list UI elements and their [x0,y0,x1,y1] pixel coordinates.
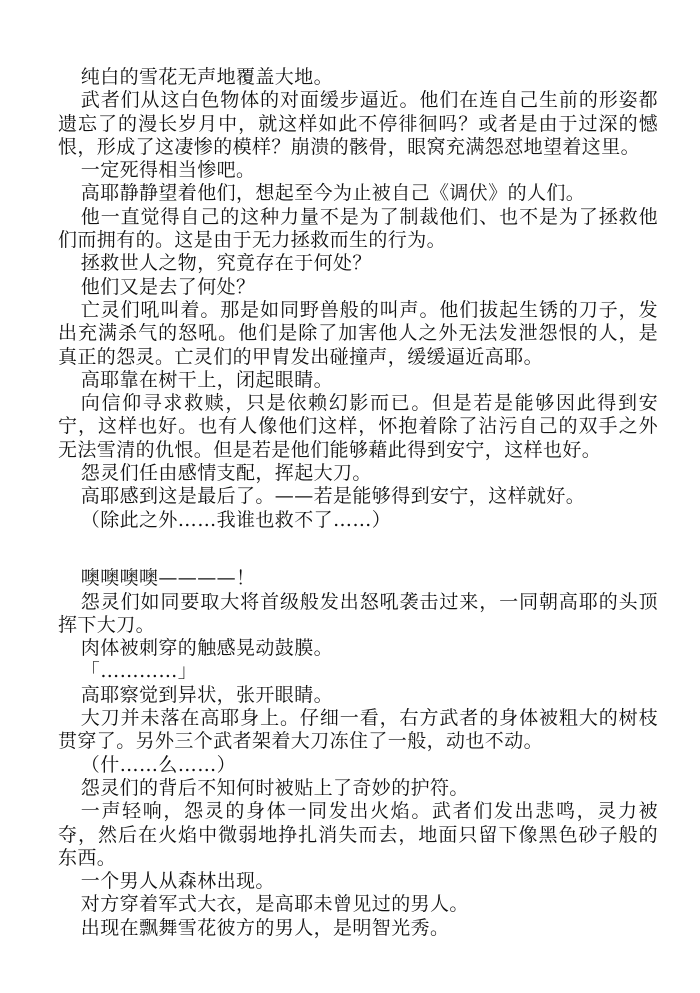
paragraph: 怨灵们的背后不知何时被贴上了奇妙的护符。 [80,776,469,799]
paragraph: 向信仰寻求救赎，只是依赖幻影而已。但是若是能够因此得到安宁，这样也好。也有人像他们这样，怀抱着除了沾污自己的双手之外无法雪清的仇恨。但是若是他们能够藉此得到安宁，这样也好。 [58,392,658,461]
paragraph: 高耶察觉到异状，张开眼睛。 [80,683,333,706]
paragraph: 他们又是去了何处？ [80,275,256,298]
paragraph: 武者们从这白色物体的对面缓步逼近。他们在连自己生前的形姿都遗忘了的漫长岁月中，就这样如此不停徘徊吗？或者是由于过深的憾恨，形成了这凄惨的模样？崩溃的骸骨，眼窝充满怨怼地望着这里。 [58,89,658,158]
paragraph: （除此之外……我谁也救不了……） [80,508,392,531]
paragraph: 怨灵们如同要取大将首级般发出怒吼袭击过来，一同朝高耶的头顶挥下大刀。 [58,590,658,636]
section-gap [58,555,658,567]
paragraph: 出现在飘舞雪花彼方的男人，是明智光秀。 [80,916,450,939]
paragraph: 肉体被刺穿的触感晃动鼓膜。 [80,637,333,660]
paragraph: 大刀并未落在高耶身上。仔细一看，右方武者的身体被粗大的树枝贯穿了。另外三个武者架着大刀冻住了一般，动也不动。 [58,707,658,753]
paragraph: 怨灵们任由感情支配，挥起大刀。 [80,462,372,485]
paragraph: 噢噢噢噢————！ [80,567,256,590]
paragraph: 他一直觉得自己的这种力量不是为了制裁他们、也不是为了拯救他们而拥有的。这是由于无力拯救而生的行为。 [58,205,658,252]
section-break [58,532,658,555]
paragraph: 高耶静静望着他们，想起至今为止被自己《调伏》的人们。 [80,182,586,205]
paragraph: 高耶靠在树干上，闭起眼睛。 [80,368,333,391]
paragraph: 拯救世人之物，究竟存在于何处？ [80,252,372,275]
paragraph: 纯白的雪花无声地覆盖大地。 [80,66,333,88]
paragraph: 对方穿着军式大衣，是高耶未曾见过的男人。 [80,893,469,916]
paragraph: 亡灵们吼叫着。那是如同野兽般的叫声。他们拔起生锈的刀子，发出充满杀气的怒吼。他们是除了加害他人之外无法发泄怨恨的人，是真正的怨灵。亡灵们的甲胄发出碰撞声，缓缓逼近高耶。 [58,298,658,368]
paragraph: 一个男人从森林出现。 [80,870,275,893]
paragraph: 一声轻响，怨灵的身体一同发出火焰。武者们发出悲鸣，灵力被夺，然后在火焰中微弱地挣扎消失而去，地面只留下像黑色砂子般的东西。 [58,800,658,869]
paragraph: （什……么……） [80,753,236,776]
paragraph: 高耶感到这是最后了。——若是能够得到安宁，这样就好。 [80,485,586,508]
paragraph: 一定死得相当惨吧。 [80,159,256,182]
paragraph: 「…………」 [80,660,198,683]
document-page [58,66,658,940]
